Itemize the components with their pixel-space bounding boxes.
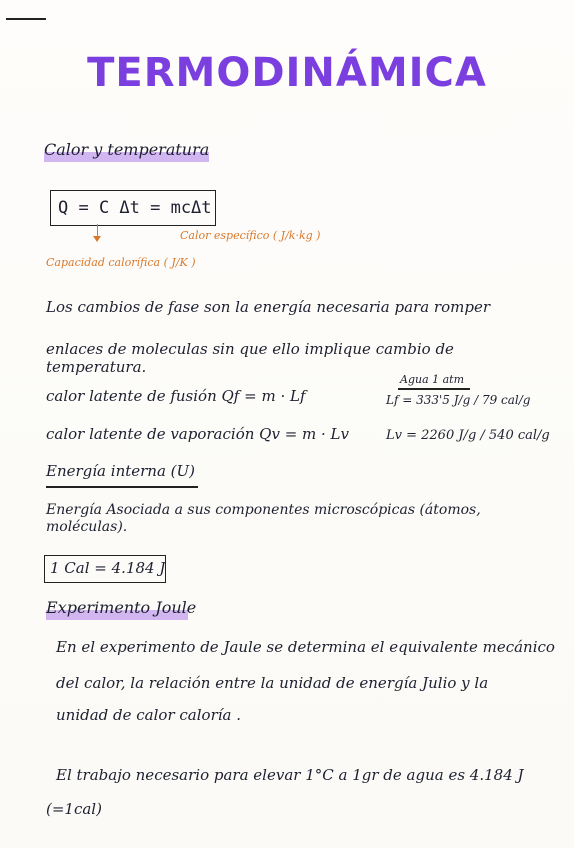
joule-line-2: del calor, la relación entre la unidad de energía Julio y la (56, 674, 489, 692)
trabajo-line-2: (=1cal) (46, 800, 102, 818)
calorie-equivalence: 1 Cal = 4.184 J (50, 559, 166, 577)
annotation-capacidad: Capacidad calorífica ( J/K ) (46, 256, 196, 269)
agua-underline (398, 388, 470, 390)
page-title: TERMODINÁMICA (87, 50, 487, 96)
joule-line-3: unidad de calor caloría . (56, 706, 242, 724)
heat-formula: Q = C Δt = mcΔt (58, 198, 212, 218)
section-heading-joule: Experimento Joule (46, 598, 197, 617)
energia-description: Energía Asociada a sus componentes microscópicas (átomos, moléculas). (46, 502, 481, 535)
section-heading-calor: Calor y temperatura (44, 140, 210, 159)
phase-change-line-2: enlaces de moleculas sin que ello implique cambio de temperatura. (46, 340, 454, 376)
latent-vaporization: calor latente de vaporación Qv = m · Lv (46, 425, 349, 443)
joule-line-1: En el experimento de Jaule se determina el equivalente mecánico (56, 638, 555, 656)
phase-change-line-1: Los cambios de fase son la energía necesaria para romper (46, 298, 491, 316)
section-heading-energia: Energía interna (U) (46, 462, 196, 480)
trabajo-line-1: El trabajo necesario para elevar 1°C a 1gr de agua es 4.184 J (56, 766, 524, 784)
lv-value: Lv = 2260 J/g / 540 cal/g (386, 428, 550, 443)
lf-value: Lf = 333'5 J/g / 79 cal/g (386, 393, 531, 407)
energia-underline (46, 486, 198, 488)
top-margin-dash (6, 18, 46, 20)
latent-fusion: calor latente de fusión Qf = m · Lf (46, 387, 306, 405)
arrow-head-icon (93, 236, 101, 242)
agua-header: Agua 1 atm (400, 373, 465, 386)
annotation-calor-especifico: Calor específico ( J/k·kg ) (180, 229, 321, 242)
